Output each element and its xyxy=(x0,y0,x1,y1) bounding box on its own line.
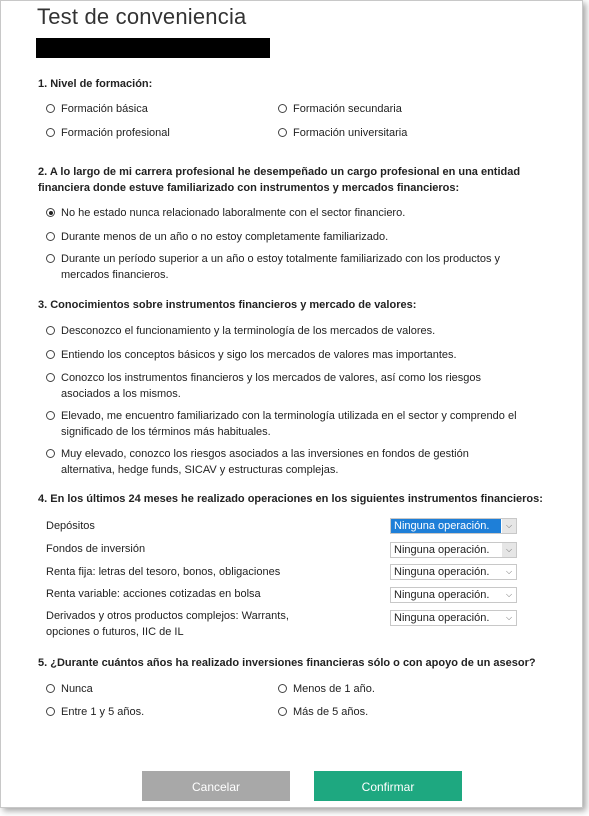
radio-button-checked[interactable] xyxy=(46,208,55,217)
option-label: Durante un período superior a un año o estoy totalmente familiarizado con los productos y mercados financieros. xyxy=(61,253,501,281)
select-value: Ninguna operación. xyxy=(394,589,490,601)
q4-select-renta-variable[interactable] xyxy=(390,587,517,603)
q4-select-renta-fija[interactable] xyxy=(390,564,517,580)
option-label: Formación universitaria xyxy=(293,127,408,139)
radio-button[interactable] xyxy=(278,684,287,693)
radio-button[interactable] xyxy=(46,254,55,263)
chevron-down-icon[interactable]: ⌵ xyxy=(505,567,513,576)
cancel-button[interactable]: Cancelar xyxy=(142,771,290,801)
radio-button[interactable] xyxy=(278,707,287,716)
radio-button[interactable] xyxy=(46,232,55,241)
option-label: Nunca xyxy=(61,683,93,695)
radio-button[interactable] xyxy=(278,128,287,137)
q3-option-5[interactable] xyxy=(46,447,518,478)
q3-option-2[interactable] xyxy=(46,348,518,364)
chevron-down-icon[interactable]: ⌵ xyxy=(505,613,513,622)
q1-option-profesional[interactable] xyxy=(46,126,170,142)
option-label: No he estado nunca relacionado laboralmente con el sector financiero. xyxy=(61,207,406,219)
chevron-down-icon[interactable]: ⌵ xyxy=(502,519,516,533)
q5-title: 5. ¿Durante cuántos años ha realizado inversiones financieras sólo o con apoyo de un asesor? xyxy=(38,657,536,669)
q4-select-depositos[interactable] xyxy=(390,518,517,534)
q4-select-derivados[interactable] xyxy=(390,610,517,626)
radio-button[interactable] xyxy=(46,707,55,716)
option-label: Menos de 1 año. xyxy=(293,683,375,695)
radio-button[interactable] xyxy=(46,449,55,458)
radio-button[interactable] xyxy=(46,350,55,359)
q2-title: 2. A lo largo de mi carrera profesional he desempeñado un cargo profesional en una entidad financiera donde estuve familiarizado con instrumentos y mercados financieros: xyxy=(38,166,521,194)
q5-option-menos-1[interactable] xyxy=(278,682,375,698)
option-label: Desconozco el funcionamiento y la terminología de los mercados de valores. xyxy=(61,325,436,337)
option-label: Formación básica xyxy=(61,103,148,115)
q1-option-universitaria[interactable] xyxy=(278,126,407,142)
option-label: Entiendo los conceptos básicos y sigo los mercados de valores mas importantes. xyxy=(61,349,457,361)
option-label: Más de 5 años. xyxy=(293,706,369,718)
radio-button[interactable] xyxy=(46,411,55,420)
chevron-down-icon[interactable]: ⌵ xyxy=(505,590,513,599)
q1-option-basica[interactable] xyxy=(46,102,148,118)
select-value: Ninguna operación. xyxy=(394,544,490,556)
q3-option-4[interactable] xyxy=(46,409,518,440)
redacted-bar xyxy=(36,38,270,58)
q4-row-label-depositos: Depósitos xyxy=(46,520,95,532)
radio-button[interactable] xyxy=(46,104,55,113)
radio-button[interactable] xyxy=(46,128,55,137)
chevron-down-icon[interactable]: ⌵ xyxy=(502,543,516,557)
select-value: Ninguna operación. xyxy=(394,612,490,624)
option-label: Muy elevado, conozco los riesgos asociados a las inversiones en fondos de gestión alternativa, hedge funds, SICAV y estructuras complejas. xyxy=(61,448,469,476)
q4-row-label-derivados: Derivados y otros productos complejos: Warrants, opciones o futuros, IIC de IL xyxy=(46,610,289,638)
q4-title: 4. En los últimos 24 meses he realizado operaciones en los siguientes instrumentos financieros: xyxy=(38,493,543,505)
q4-row-label-renta-fija: Renta fija: letras del tesoro, bonos, obligaciones xyxy=(46,566,281,578)
select-value: Ninguna operación. xyxy=(391,519,501,533)
q5-option-1-5[interactable] xyxy=(46,705,144,721)
option-label: Durante menos de un año o no estoy completamente familiarizado. xyxy=(61,231,389,243)
dialog-title: Test de conveniencia xyxy=(37,4,247,29)
q1-title: 1. Nivel de formación: xyxy=(38,78,153,90)
q4-row-label-renta-variable: Renta variable: acciones cotizadas en bolsa xyxy=(46,588,261,600)
option-label: Formación secundaria xyxy=(293,103,402,115)
radio-button[interactable] xyxy=(278,104,287,113)
q5-option-nunca[interactable] xyxy=(46,682,93,698)
q2-option-3[interactable] xyxy=(46,252,516,283)
q4-row-label-fondos: Fondos de inversión xyxy=(46,543,146,555)
q2-option-2[interactable] xyxy=(46,230,516,246)
q2-option-1[interactable] xyxy=(46,206,516,222)
q3-option-1[interactable] xyxy=(46,324,518,340)
select-value: Ninguna operación. xyxy=(394,566,490,578)
q3-option-3[interactable] xyxy=(46,371,518,402)
radio-button[interactable] xyxy=(46,684,55,693)
option-label: Entre 1 y 5 años. xyxy=(61,706,145,718)
radio-button[interactable] xyxy=(46,373,55,382)
q4-select-fondos[interactable] xyxy=(390,542,517,558)
q3-title: 3. Conocimientos sobre instrumentos financieros y mercado de valores: xyxy=(38,299,417,311)
option-label: Elevado, me encuentro familiarizado con la terminología utilizada en el sector y comprendo el significado de los términos más habituales. xyxy=(61,410,517,438)
option-label: Formación profesional xyxy=(61,127,170,139)
radio-button[interactable] xyxy=(46,326,55,335)
q1-option-secundaria[interactable] xyxy=(278,102,402,118)
option-label: Conozco los instrumentos financieros y los mercados de valores, así como los riesgos asociados a los mismos. xyxy=(61,372,482,400)
confirm-button[interactable]: Confirmar xyxy=(314,771,462,801)
q5-option-mas-5[interactable] xyxy=(278,705,368,721)
